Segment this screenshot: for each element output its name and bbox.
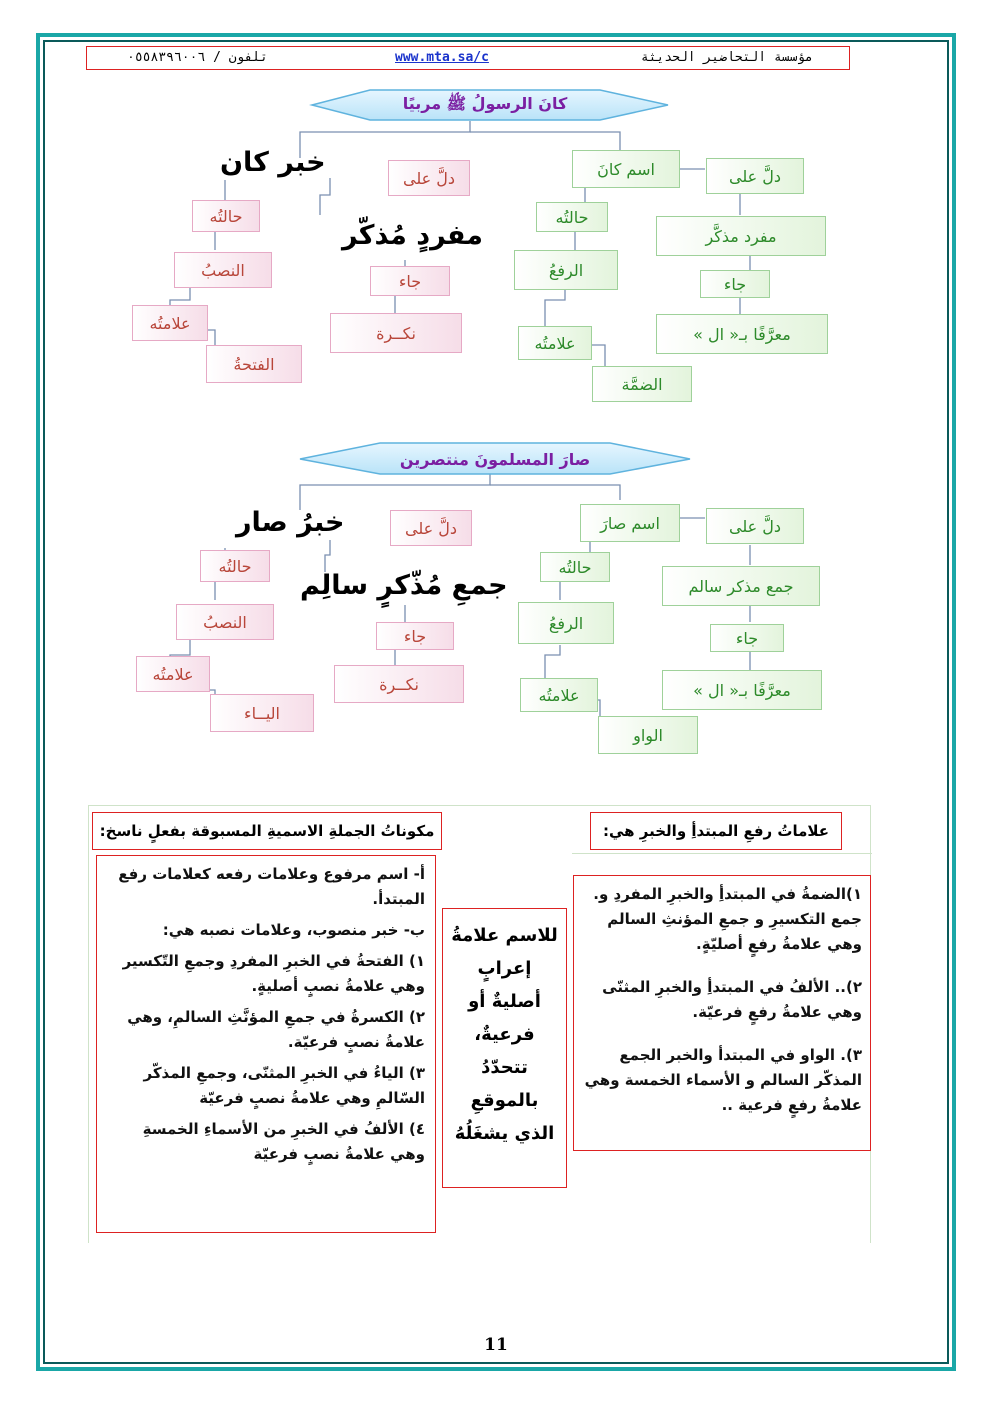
diagram2-right-ism: اسم صارَ xyxy=(580,504,680,542)
diagram2-right-raf: الرفعُ xyxy=(518,602,614,644)
component-item: ٤) الألفُ في الخبرِ من الأسماءِ الخمسةِ وهي علامةُ نصبٍ فرعيّة xyxy=(142,1120,425,1163)
table-rule-mid xyxy=(572,853,872,854)
table-rule-left xyxy=(88,805,89,1243)
diagram1-right-dal: دلَّ على xyxy=(706,158,804,194)
diagram2-left-value: جمعِ مُذّكرٍ سالِم xyxy=(300,570,508,601)
component-item: أ- اسم مرفوع وعلامات رفعه كعلامات رفع المبتدأ. xyxy=(118,865,425,908)
phone-number: تلفون / ٠٥٥٨٣٩٦٠٠٦ xyxy=(127,50,268,65)
diagram1-right-damma: الضمَّة xyxy=(592,366,692,402)
diagram2-left-nasb: النصبُ xyxy=(176,604,274,640)
diagram2-left-haltuh: حالتُه xyxy=(200,550,270,582)
diagram1-right-haltuh: حالتُه xyxy=(536,202,608,232)
diagram2-left-jaa: جاء xyxy=(376,622,454,650)
component-item: ب- خبر منصوب، وعلامات نصبه هي: xyxy=(162,921,425,939)
diagram2-right-jaa: جاء xyxy=(710,624,784,652)
raf-sign-item: ١)الضمةُ في المبتدأِ والخبرِ المفردِ و. جمع التكسيرِ و جمعِ المؤنثِ السالم وهي علامةُ رفعٍ أصليّةٍ. xyxy=(593,885,862,953)
diagram1-right-raf: الرفعُ xyxy=(514,250,618,290)
diagram2-banner: صارَ المسلمونَ منتصرين xyxy=(399,449,591,469)
raf-signs-title: علاماتُ رفعِ المبتدأِ والخبرِ هي: xyxy=(590,812,842,850)
diagram1-right-marifa: معرَّفًا بـ« ال » xyxy=(656,314,828,354)
diagram2-left-dal: دلَّ على xyxy=(390,510,472,546)
page-number: 11 xyxy=(484,1335,508,1355)
diagram1-left-nakira: نكــرة xyxy=(330,313,462,353)
diagram1-left-alamatuh: علامتُه xyxy=(132,305,208,341)
diagram1-banner: كانَ الرسولُ ﷺ مربيًا xyxy=(402,93,568,113)
diagram2-left-alamatuh: علامتُه xyxy=(136,656,210,692)
diagram2-right-marifa: معرَّفًا بـ« ال » xyxy=(662,670,822,710)
diagram2-right-dal: دلَّ على xyxy=(706,508,804,544)
component-item: ١) الفتحةُ في الخبرِ المفردِ وجمعِ التّكسير وهي علامةُ نصبٍ أصليةٍ. xyxy=(122,952,425,995)
website-link[interactable]: www.mta.sa/c xyxy=(395,50,489,65)
diagram2-right-jam: جمع مذكر سالم xyxy=(662,566,820,606)
raf-signs-list xyxy=(573,875,871,1151)
diagram1-left-fatha: الفتحةُ xyxy=(206,345,302,383)
diagram2-left-nakira: نكــرة xyxy=(334,665,464,703)
diagram1-right-ism: اسم كانَ xyxy=(572,150,680,188)
irab-note: للاسم علامةُ إعرابٍ أصليةٌ أو فرعيةٌ، تتحدّدُ بالموقعِ الذي يشغَلُهُ xyxy=(442,908,567,1188)
diagram1-right-alamatuh: علامتُه xyxy=(518,326,592,360)
diagram1-left-jaa: جاء xyxy=(370,266,450,296)
diagram2-right-alamatuh: علامتُه xyxy=(520,678,598,712)
institution-name: مؤسسة التحاضير الحديثة xyxy=(640,50,813,65)
diagram1-left-value: مفردٍ مُذكّر xyxy=(342,220,484,251)
diagram2-left-title: خبرُ صار xyxy=(236,507,345,538)
sentence-components-title: مكوناتُ الجملةِ الاسميةِ المسبوقة بفعلٍ ناسخ: xyxy=(92,812,442,850)
diagram1-right-mufrad: مفرد مذكَّر xyxy=(656,216,826,256)
diagram1-left-haltuh: حالتُه xyxy=(192,200,260,232)
diagram1-left-title: خبر كان xyxy=(220,147,326,178)
table-rule-top xyxy=(88,805,870,806)
diagram1-left-nasb: النصبُ xyxy=(174,252,272,288)
raf-sign-item: ٣). الواو في المبتدأ والخبر الجمع المذكّر السالم و الأسماء الخمسة وهي علامةُ رفعٍ فرعية .. xyxy=(584,1046,862,1114)
diagram2-right-haltuh: حالتُه xyxy=(540,552,610,582)
raf-sign-item: ٢).. الألفُ في المبتدأِ والخبرِ المثنّى وهي علامةُ رفعٍ فرعيّة. xyxy=(602,978,862,1021)
diagram1-right-jaa: جاء xyxy=(700,270,770,298)
component-item: ٣) الياءُ في الخبرِ المثنّى، وجمعِ المذكّر السّالمِ وهي علامةُ نصبٍ فرعيّة xyxy=(143,1064,425,1107)
diagram2-left-yaa: اليــاء xyxy=(210,694,314,732)
components-list xyxy=(96,855,436,1233)
diagram2-right-waw: الواو xyxy=(598,716,698,754)
component-item: ٢) الكسرةُ في جمعِ المؤنَّثِ السالمِ، وهي علامةُ نصبٍ فرعيّة. xyxy=(127,1008,425,1051)
diagram1-left-dal: دلَّ على xyxy=(388,160,470,196)
